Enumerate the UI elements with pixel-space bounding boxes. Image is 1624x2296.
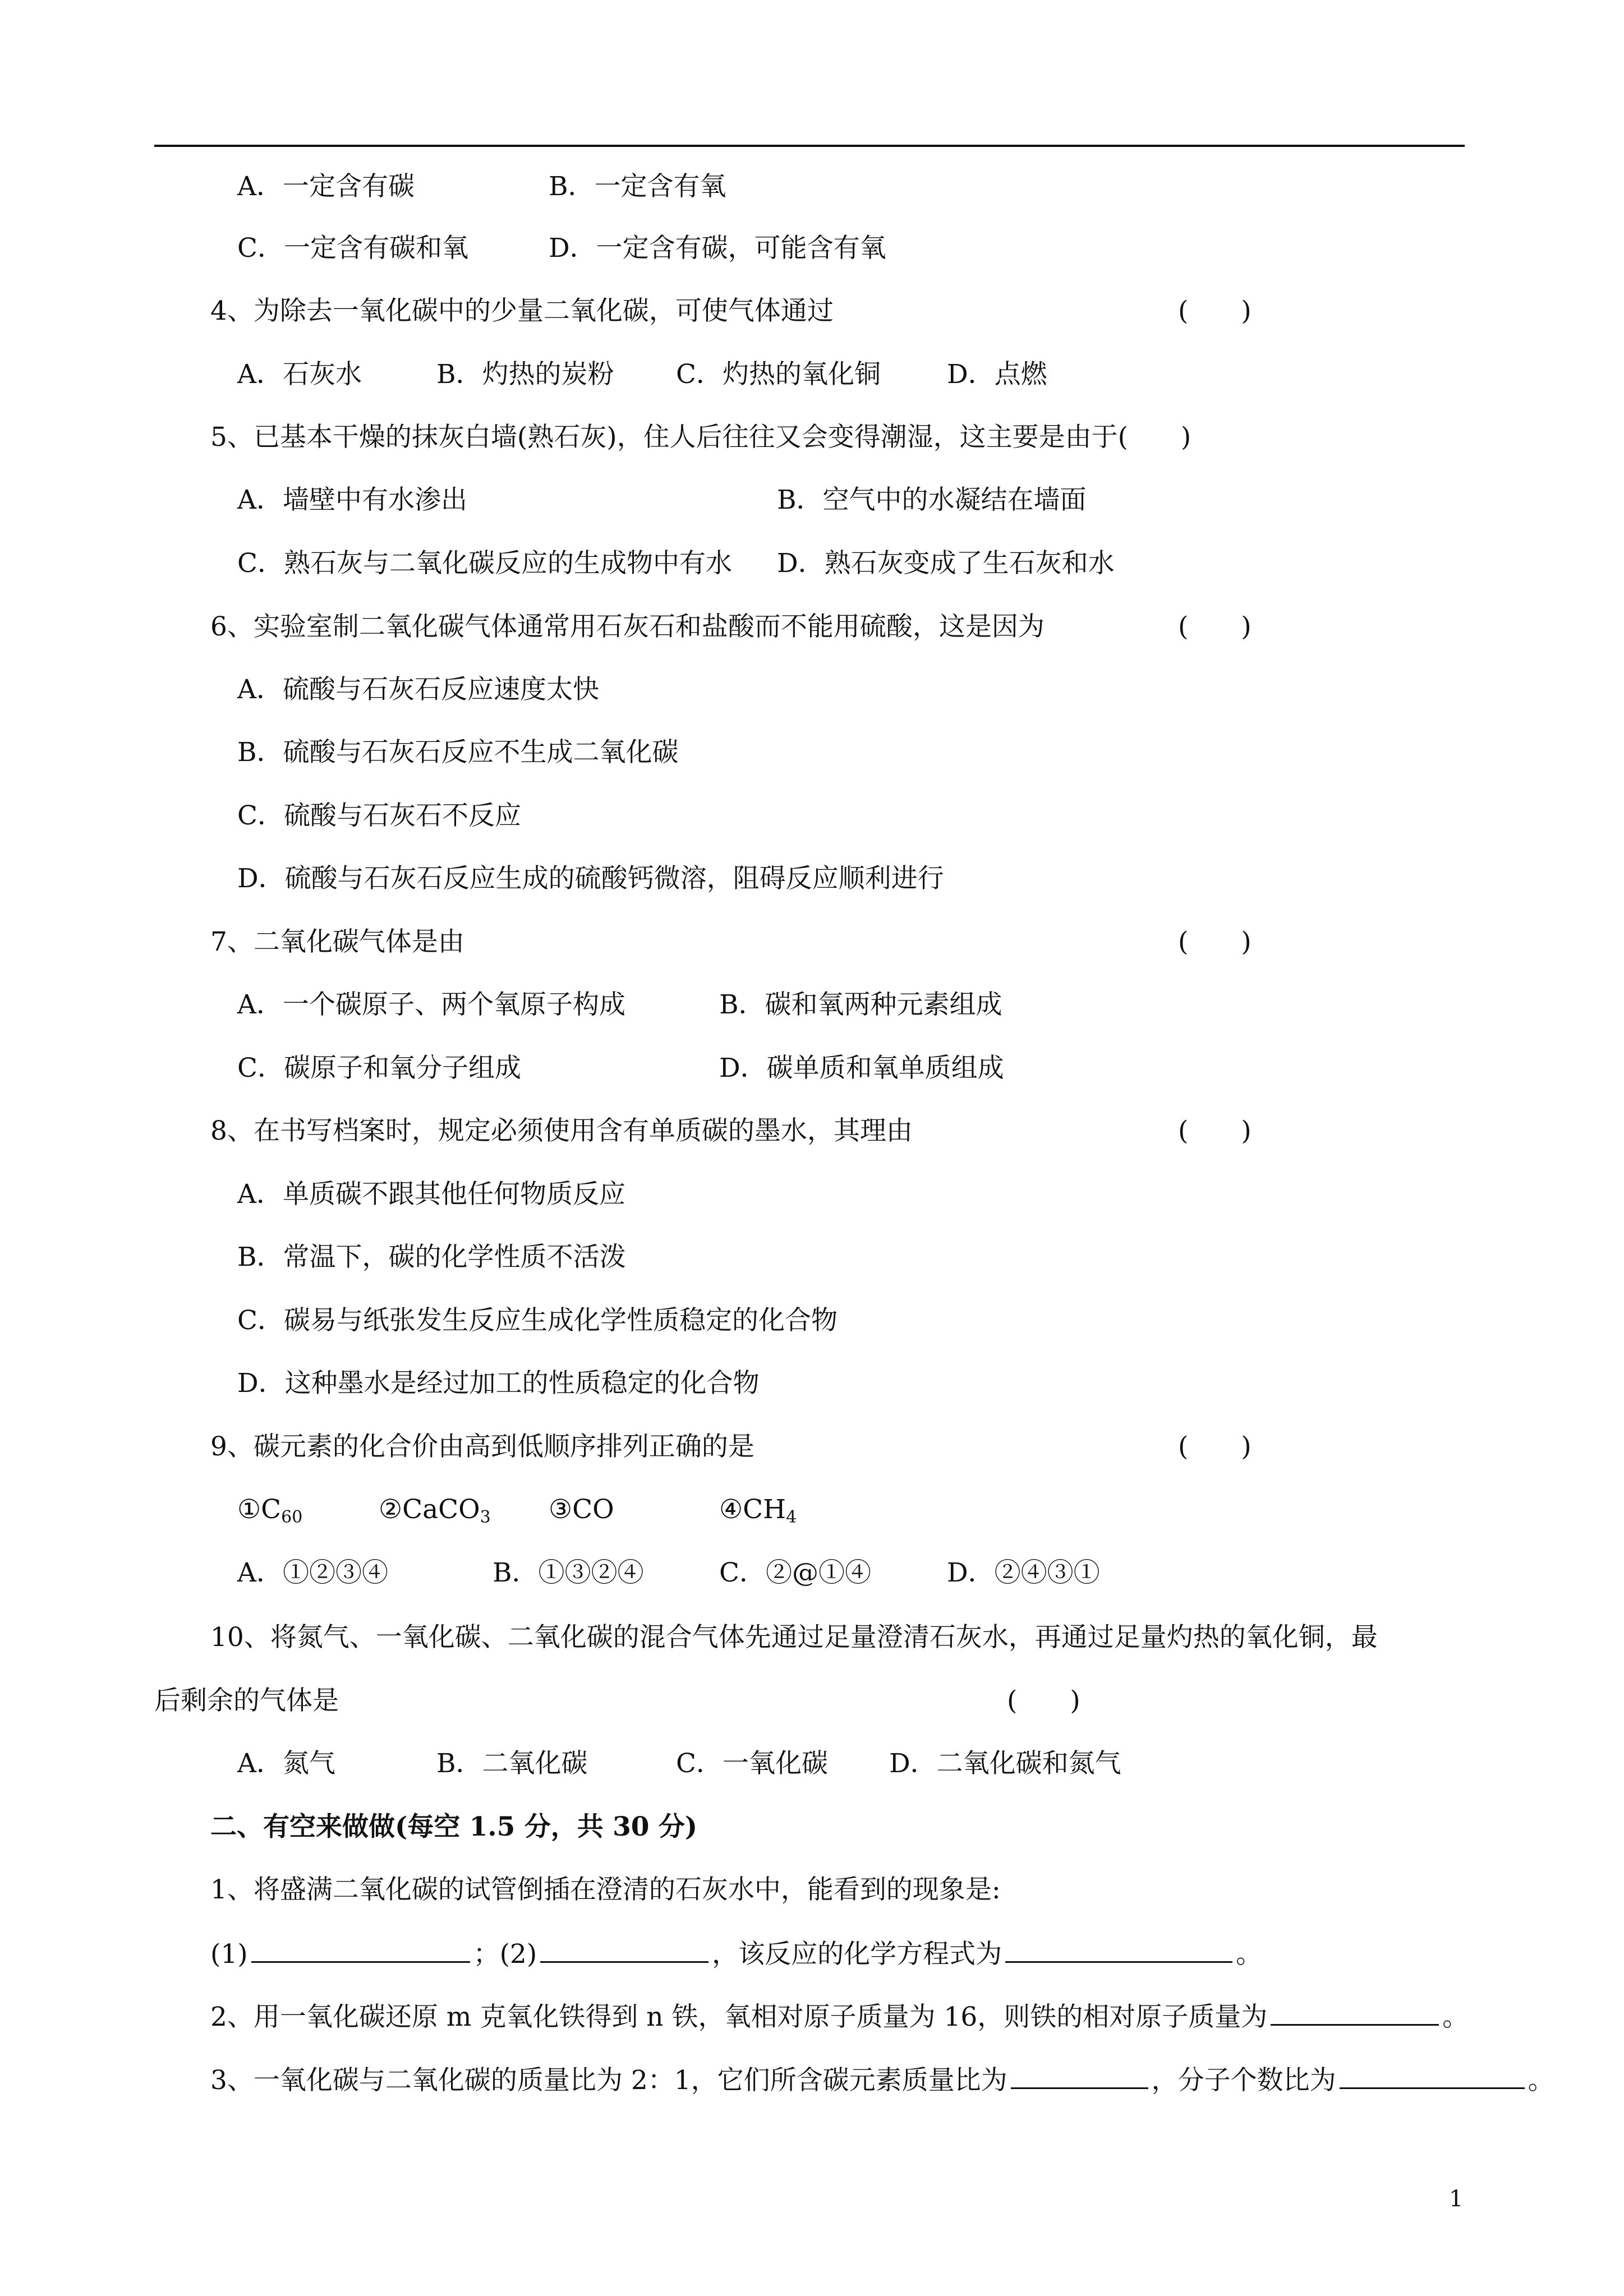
f1-label-3: ，该反应的化学方程式为 <box>712 1939 1002 1970</box>
q9-answer-paren: ( ) <box>1178 1431 1252 1462</box>
q8-option-d: D．这种墨水是经过加工的性质稳定的化合物 <box>237 1368 760 1399</box>
q10-answer-paren: ( ) <box>1007 1685 1080 1716</box>
page-number: 1 <box>1449 2186 1464 2212</box>
f2-blank[interactable] <box>1271 1999 1439 2026</box>
f1-label-2: ；(2) <box>473 1939 537 1970</box>
f3-blank-2[interactable] <box>1340 2063 1525 2089</box>
q3-option-a: A．一定含有碳 <box>237 171 415 202</box>
q7-option-b: B．碳和氧两种元素组成 <box>719 989 1002 1020</box>
q6-option-b: B．硫酸与石灰石反应不生成二氧化碳 <box>237 737 679 768</box>
q7-option-d: D．碳单质和氧单质组成 <box>719 1053 1004 1084</box>
f1-blank-1[interactable] <box>251 1937 470 1963</box>
q10-option-a: A．氮气 <box>237 1748 335 1779</box>
f1-blank-2[interactable] <box>540 1937 709 1963</box>
q4-option-c: C．灼热的氧化铜 <box>676 359 881 390</box>
q4-option-b: B．灼热的炭粉 <box>436 359 614 390</box>
q4-option-d: D．点燃 <box>947 359 1047 390</box>
q5-option-d: D．熟石灰变成了生石灰和水 <box>777 548 1115 579</box>
q7-option-a: A．一个碳原子、两个氧原子构成 <box>237 989 625 1020</box>
q10-option-c: C．一氧化碳 <box>676 1748 828 1779</box>
q3-option-c: C．一定含有碳和氧 <box>237 233 468 264</box>
q7-option-c: C．碳原子和氧分子组成 <box>237 1053 521 1084</box>
f3-mid: ，分子个数比为 <box>1151 2065 1336 2096</box>
q7-answer-paren: ( ) <box>1178 926 1252 957</box>
f1-blank-3[interactable] <box>1005 1937 1232 1963</box>
q9-option-c: C．②@①④ <box>719 1557 871 1588</box>
f2-line <box>210 1999 1469 2034</box>
q9-stem: 9、碳元素的化合价由高到低顺序排列正确的是 <box>210 1431 755 1462</box>
section-2-title: 二、有空来做做(每空 1.5 分，共 30 分) <box>210 1811 698 1842</box>
q6-stem: 6、实验室制二氧化碳气体通常用石灰石和盐酸而不能用硫酸，这是因为 <box>210 611 1045 642</box>
q6-answer-paren: ( ) <box>1178 611 1252 642</box>
q8-answer-paren: ( ) <box>1178 1115 1252 1146</box>
q9-option-a: A．①②③④ <box>237 1557 388 1588</box>
q6-option-a: A．硫酸与石灰石反应速度太快 <box>237 674 599 705</box>
f3-end: 。 <box>1528 2065 1554 2096</box>
q9-item-1: $①C_{60}$ <box>237 1494 303 1527</box>
q3-option-b: B．一定含有氧 <box>549 171 726 202</box>
f1-answer-line <box>210 1937 1262 1971</box>
q5-option-a: A．墙壁中有水渗出 <box>237 485 467 515</box>
f2-stem: 2、用一氧化碳还原 m 克氧化铁得到 n 铁，氧相对原子质量为 16，则铁的相对原子质量为 <box>210 2002 1268 2032</box>
f2-end: 。 <box>1442 2002 1469 2032</box>
q8-option-c: C．碳易与纸张发生反应生成化学性质稳定的化合物 <box>237 1305 838 1336</box>
q10-option-d: D．二氧化碳和氮气 <box>889 1748 1121 1779</box>
q5-stem: 5、已基本干燥的抹灰白墙(熟石灰)，住人后往往又会变得潮湿，这主要是由于( ) <box>210 422 1191 453</box>
f3-blank-1[interactable] <box>1011 2063 1148 2089</box>
q4-answer-paren: ( ) <box>1178 296 1252 326</box>
header-rule <box>154 145 1465 147</box>
q8-option-b: B．常温下，碳的化学性质不活泼 <box>237 1242 626 1273</box>
q6-option-d: D．硫酸与石灰石反应生成的硫酸钙微溶，阻碍反应顺利进行 <box>237 863 944 894</box>
f3-line <box>210 2063 1554 2097</box>
q5-option-b: B．空气中的水凝结在墙面 <box>777 485 1087 515</box>
q8-option-a: A．单质碳不跟其他任何物质反应 <box>237 1179 625 1210</box>
q3-option-d: D．一定含有碳，可能含有氧 <box>549 233 886 264</box>
f3-stem: 3、一氧化碳与二氧化碳的质量比为 2：1，它们所含碳元素质量比为 <box>210 2065 1007 2096</box>
q9-item-2: ②CaCO$_3$ <box>379 1494 491 1527</box>
q10-option-b: B．二氧化碳 <box>436 1748 588 1779</box>
q4-option-a: A．石灰水 <box>237 359 362 390</box>
q4-stem: 4、为除去一氧化碳中的少量二氧化碳，可使气体通过 <box>210 296 834 326</box>
q9-item-4: $④CH_4$ <box>719 1494 797 1527</box>
q10-stem-line1: 10、将氮气、一氧化碳、二氧化碳的混合气体先通过足量澄清石灰水，再通过足量灼热的氧化铜，最 <box>210 1622 1378 1653</box>
q8-stem: 8、在书写档案时，规定必须使用含有单质碳的墨水，其理由 <box>210 1115 913 1146</box>
q5-option-c: C．熟石灰与二氧化碳反应的生成物中有水 <box>237 548 732 579</box>
q7-stem: 7、二氧化碳气体是由 <box>210 926 464 957</box>
q9-item-3: ③CO <box>549 1494 614 1525</box>
f1-end: 。 <box>1236 1939 1263 1970</box>
q9-option-d: D．②④③① <box>947 1557 1100 1588</box>
q10-stem-line2: 后剩余的气体是 <box>154 1685 339 1716</box>
f1-label-1: (1) <box>210 1939 248 1970</box>
q9-option-b: B．①③②④ <box>493 1557 644 1588</box>
f1-stem: 1、将盛满二氧化碳的试管倒插在澄清的石灰水中，能看到的现象是: <box>210 1874 1001 1905</box>
q6-option-c: C．硫酸与石灰石不反应 <box>237 800 521 831</box>
